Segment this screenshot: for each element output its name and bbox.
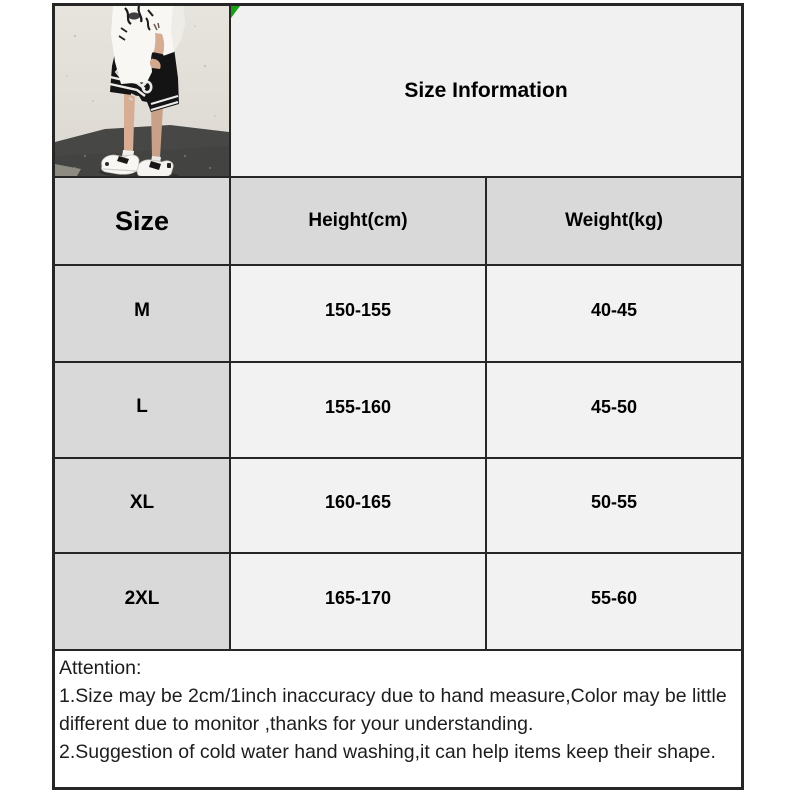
attention-line-3: 2.Suggestion of cold water hand washing,it can help items keep their shape. bbox=[59, 741, 716, 763]
col-header-height: Height(cm) bbox=[231, 178, 485, 264]
weight-cell-xl: 50-55 bbox=[487, 459, 741, 552]
product-photo bbox=[55, 6, 229, 176]
attention-line-2: different due to monitor ,thanks for your understanding. bbox=[59, 713, 534, 735]
attention-title: Attention: bbox=[59, 657, 142, 679]
col-header-weight: Weight(kg) bbox=[487, 178, 741, 264]
size-cell-m: M bbox=[55, 266, 229, 361]
weight-cell-2xl: 55-60 bbox=[487, 554, 741, 649]
attention-note bbox=[55, 651, 741, 787]
height-cell-xl: 160-165 bbox=[231, 459, 485, 552]
size-cell-2xl: 2XL bbox=[55, 554, 229, 649]
weight-cell-m: 40-45 bbox=[487, 266, 741, 361]
size-chart-table bbox=[52, 3, 744, 790]
product-photo-illustration bbox=[55, 6, 229, 176]
height-cell-l: 155-160 bbox=[231, 363, 485, 457]
attention-line-1: 1.Size may be 2cm/1inch inaccuracy due to hand measure,Color may be little bbox=[59, 685, 727, 707]
size-cell-l: L bbox=[55, 363, 229, 457]
table-title-cell bbox=[231, 6, 741, 176]
table-title: Size Information bbox=[404, 79, 568, 102]
weight-cell-l: 45-50 bbox=[487, 363, 741, 457]
col-header-size: Size bbox=[55, 178, 229, 264]
height-cell-m: 150-155 bbox=[231, 266, 485, 361]
height-cell-2xl: 165-170 bbox=[231, 554, 485, 649]
cell-corner-marker-icon bbox=[231, 6, 240, 18]
size-cell-xl: XL bbox=[55, 459, 229, 552]
